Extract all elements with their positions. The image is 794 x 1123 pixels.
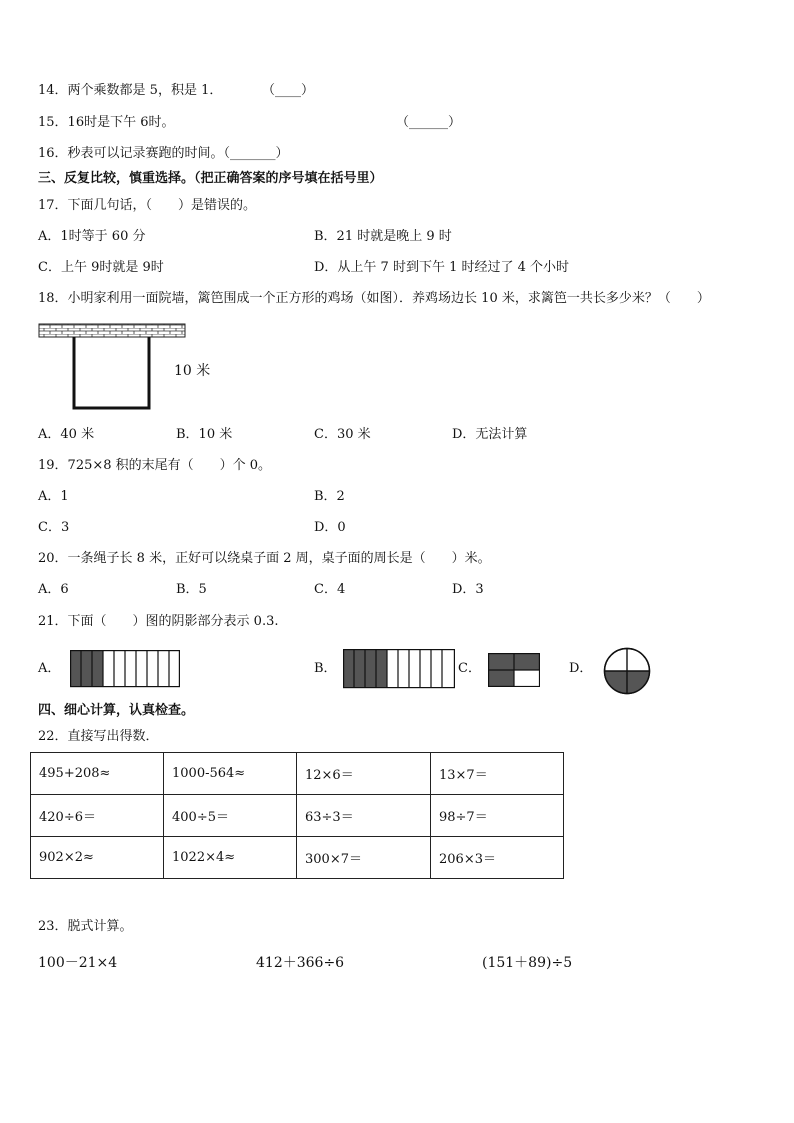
q15-answer-blank[interactable]: （______） (396, 115, 462, 130)
question-18: 18．小明家利用一面院墙，篱笆围成一个正方形的鸡场（如图）．养鸡场边长 10 米，求篱笆一共长多少米？（ ） (38, 291, 710, 306)
table-row (31, 795, 564, 837)
q19-option-c[interactable]: C．3 (38, 520, 70, 535)
mental-calc-table (30, 752, 564, 879)
question-21: 21．下面（ ）图的阴影部分表示 0.3. (38, 614, 279, 629)
table-row (31, 837, 564, 879)
q17-option-c[interactable]: C．上午 9时就是 9时 (38, 260, 164, 275)
table-row (31, 753, 564, 795)
q17-option-b[interactable]: B．21 时就是晚上 9 时 (314, 229, 452, 244)
expression-1: 100－21×4 (38, 955, 118, 971)
calc-cell[interactable]: 1022×4≈ (164, 837, 297, 879)
q21-option-b-label[interactable]: B． (314, 661, 337, 676)
calc-cell[interactable]: 300×7＝ (297, 837, 431, 879)
calc-cell[interactable]: 12×6＝ (297, 753, 431, 795)
calc-cell[interactable]: 206×3＝ (431, 837, 564, 879)
calc-cell[interactable]: 63÷3＝ (297, 795, 431, 837)
q21-option-d-label[interactable]: D． (569, 661, 593, 676)
question-23: 23．脱式计算。 (38, 919, 133, 934)
q20-option-b[interactable]: B．5 (176, 582, 207, 597)
figure-side-label: 10 米 (174, 363, 211, 379)
q14-text: 14．两个乘数都是 5，积是 1． (38, 83, 223, 98)
wall-shape (39, 324, 185, 337)
q14-answer-blank[interactable]: （____） (262, 83, 315, 98)
q19-option-d[interactable]: D．0 (314, 520, 346, 535)
calc-cell[interactable]: 902×2≈ (31, 837, 164, 879)
expression-3: (151＋89)÷5 (482, 955, 573, 971)
q20-option-c[interactable]: C．4 (314, 582, 346, 597)
calc-cell[interactable]: 420÷6＝ (31, 795, 164, 837)
expression-2: 412＋366÷6 (256, 955, 345, 971)
q19-option-b[interactable]: B．2 (314, 489, 345, 504)
question-17: 17．下面几句话，（ ）是错误的。 (38, 198, 257, 213)
q20-option-a[interactable]: A．6 (38, 582, 69, 597)
question-20: 20．一条绳子长 8 米，正好可以绕桌子面 2 周，桌子面的周长是（ ）米。 (38, 551, 491, 566)
q18-option-c[interactable]: C．30 米 (314, 427, 371, 442)
calc-cell[interactable]: 98÷7＝ (431, 795, 564, 837)
q21-option-d-circle[interactable] (603, 647, 651, 695)
q17-option-a[interactable]: A．1时等于 60 分 (38, 229, 146, 244)
calc-cell[interactable]: 495+208≈ (31, 753, 164, 795)
calc-cell[interactable]: 13×7＝ (431, 753, 564, 795)
q18-option-d[interactable]: D．无法计算 (452, 427, 528, 442)
calc-cell[interactable]: 1000-564≈ (164, 753, 297, 795)
q21-option-a-label[interactable]: A． (38, 661, 61, 676)
q20-option-d[interactable]: D．3 (452, 582, 484, 597)
q21-option-c-rect[interactable] (488, 653, 540, 687)
q18-option-b[interactable]: B．10 米 (176, 427, 233, 442)
question-19: 19．725×8 积的末尾有（ ）个 0。 (38, 458, 272, 473)
section-4-heading: 四、细心计算，认真检查。 (38, 703, 195, 718)
question-14 (38, 82, 222, 100)
q21-option-c-label[interactable]: C． (458, 661, 481, 676)
q21-option-a-strip[interactable] (70, 650, 180, 688)
q18-option-a[interactable]: A．40 米 (38, 427, 95, 442)
q21-option-b-strip[interactable] (343, 649, 455, 689)
question-15 (38, 114, 175, 132)
calc-cell[interactable]: 400÷5＝ (164, 795, 297, 837)
question-22: 22．直接写出得数． (38, 729, 159, 744)
q19-option-a[interactable]: A．1 (38, 489, 69, 504)
question-16: 16．秒表可以记录赛跑的时间。（_______） (38, 146, 289, 161)
fence-shape (74, 337, 149, 408)
q15-text: 15．16时是下午 6时。 (38, 115, 175, 130)
q17-option-d[interactable]: D．从上午 7 时到下午 1 时经过了 4 个小时 (314, 260, 570, 275)
section-3-heading: 三、反复比较，慎重选择。（把正确答案的序号填在括号里） (38, 171, 383, 186)
